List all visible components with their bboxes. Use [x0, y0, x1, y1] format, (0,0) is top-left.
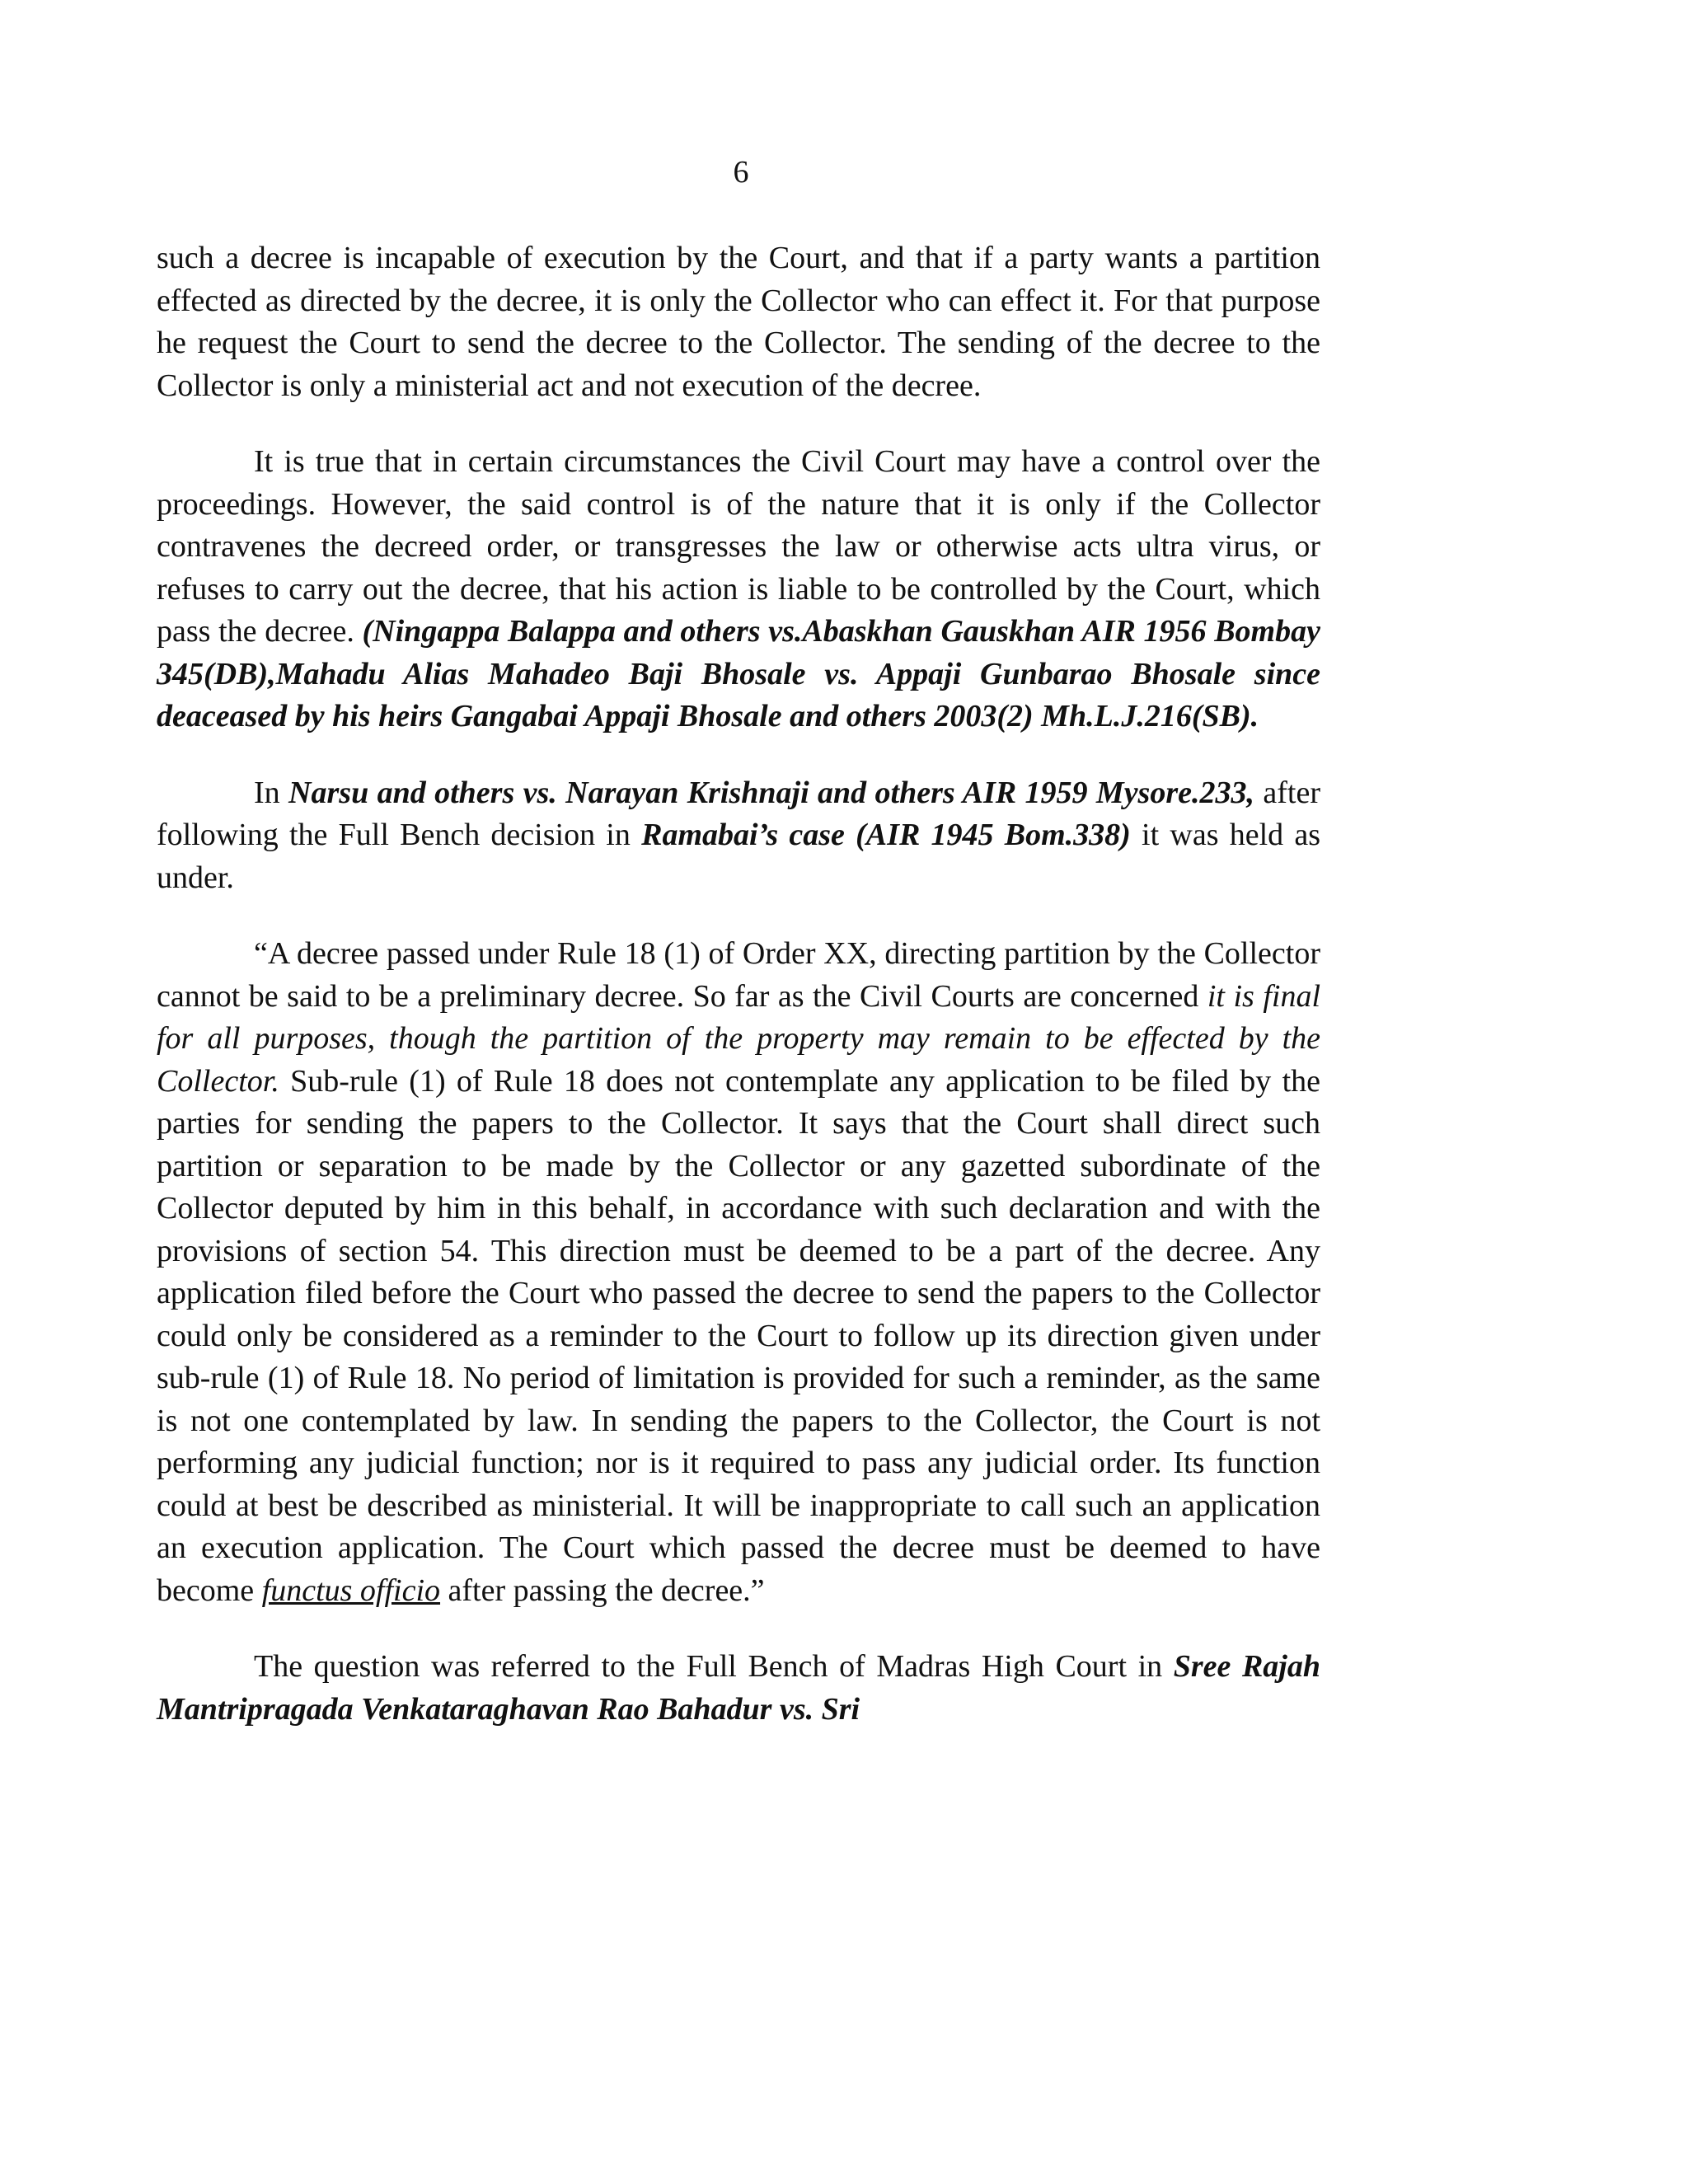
case-citation: Sree Rajah Mantripragada Venkataraghavan Rao Bahadur vs. Sri	[157, 1649, 1320, 1727]
paragraph-text: it was held as under.	[157, 818, 1321, 895]
paragraph-text: after following the Full Bench decision in	[157, 775, 1320, 852]
paragraph-text: In	[254, 775, 289, 810]
case-citation: Narsu and others vs. Narayan Krishnaji and others AIR 1959 Mysore.233,	[288, 775, 1255, 810]
quoted-judgment	[157, 933, 1320, 1612]
quote-text: after passing the decree.”	[440, 1572, 765, 1608]
page-number: 6	[733, 155, 749, 190]
quote-text: “A decree passed under Rule 18 (1) of Order XX, directing partition by the Collector cannot be said to be a preliminary decree. So far as the Civil Courts are concerned	[157, 936, 1320, 1014]
quote-text: Sub-rule (1) of Rule 18 does not contemplate any application to be filed by the parties for sending the papers to the Collector. It says that the Court shall direct such partition or separation to be made by the Collector or any gazetted subordinate of the Collector deputed by him in this behalf, in accordance with such declaration and with the provisions of section 54. This direction must be deemed to be a part of the decree. Any application filed before the Court who passed the decree to send the papers to the Collector could only be considered as a reminder to the Court to follow up its direction given under sub-rule (1) of Rule 18. No period of limitation is provided for such a reminder, as the same is not one contemplated by law. In sending the papers to the Collector, the Court is not performing any judicial function; nor is it required to pass any judicial order. Its function could at best be described as ministerial. It will be inappropriate to call such an application an execution application. The Court which passed the decree must be deemed to have become	[157, 1063, 1320, 1608]
latin-term: functus officio	[261, 1572, 441, 1608]
case-citation: Ramabai’s case (AIR 1945 Bom.338)	[641, 818, 1131, 852]
case-citation: (Ningappa Balappa and others vs.Abaskhan Gauskhan AIR 1956 Bombay 345(DB),Mahadu Alias Mahadeo Baji Bhosale vs. Appaji Gunbarao Bhosale since deaceased by his heirs Gangabai Appaji Bhosale and others 2003(2) Mh.L.J.216(SB).	[157, 614, 1320, 733]
paragraph-civil-court-control	[157, 441, 1320, 738]
document-body	[157, 237, 1320, 1765]
paragraph-continuation: such a decree is incapable of execution by the Court, and that if a party wants a partition effected as directed by the decree, it is only the Collector who can effect it. For that purpose he request the Court to send the decree to the Collector. The sending of the decree to the Collector is only a ministerial act and not execution of the decree.	[157, 241, 1320, 403]
paragraph-narsu-case	[157, 772, 1320, 900]
quote-italic-text: it is final for all purposes, though the partition of the property may remain to be effected by the Collector.	[157, 978, 1320, 1099]
paragraph-full-bench-reference	[157, 1646, 1320, 1731]
paragraph-text: It is true that in certain circumstances the Civil Court may have a control over the proceedings. However, the said control is of the nature that it is only if the Collector contravenes the decreed order, or transgresses the law or otherwise acts ultra virus, or refuses to carry out the decree, that his action is liable to be controlled by the Court, which pass the decree.	[157, 444, 1320, 649]
paragraph-text: The question was referred to the Full Bench of Madras High Court in	[254, 1649, 1174, 1684]
